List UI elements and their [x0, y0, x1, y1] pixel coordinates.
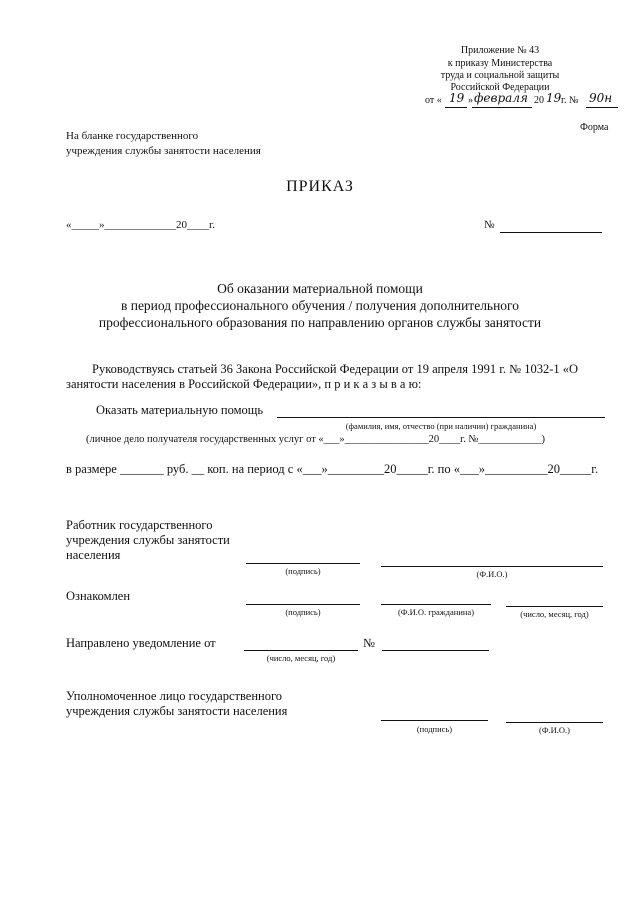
- appendix-year-handwritten: 19: [546, 91, 562, 105]
- order-number-label: №: [484, 219, 495, 231]
- appendix-line-3: труда и социальной защиты: [440, 70, 560, 81]
- appendix-line-2: к приказу Министерства: [447, 58, 553, 69]
- appendix-number-underline: [586, 107, 618, 108]
- blank-line-1: На бланке государственного: [66, 130, 199, 142]
- acquainted-caption-signature: (подпись): [285, 607, 321, 617]
- authorized-signature-field[interactable]: [381, 720, 488, 721]
- form-label: Форма: [580, 122, 609, 133]
- acquainted-signature-field[interactable]: [246, 604, 360, 605]
- authorized-fio-field[interactable]: [506, 722, 603, 723]
- heading-line-3: профессионального образования по направлению органов службы занятости: [98, 315, 542, 330]
- notice-number-label: №: [363, 636, 375, 650]
- authorized-line-2: учреждения службы занятости населения: [66, 704, 288, 718]
- notice-number-field[interactable]: [382, 650, 489, 651]
- worker-caption-signature: (подпись): [285, 566, 321, 576]
- aid-label: Оказать материальную помощь: [96, 403, 264, 417]
- authorized-line-1: Уполномоченное лицо государственного: [66, 689, 283, 703]
- appendix-date-prefix: от «: [425, 95, 442, 106]
- worker-line-3: населения: [66, 548, 121, 562]
- acquainted-label: Ознакомлен: [66, 589, 131, 603]
- worker-signature-field[interactable]: [246, 563, 360, 564]
- worker-line-1: Работник государственного: [66, 518, 213, 532]
- acquainted-caption-fio-citizen: (Ф.И.О. гражданина): [397, 607, 475, 617]
- document-page: Приложение № 43 к приказу Министерства труда и социальной защиты Российской Федерации от « 19 » февраля 20 19 г. № 90н Форма На бланке государственного учреждения службы занятости населения ПРИКАЗ «_____»_____________20____г. № Об оказании материальной помощи в период профессионального обучения / получения дополнительного профессионального образования по направлению органов службы занятости Руководствуясь статьей 36 Закона Российской Федерации от 19 апреля 1991 г. № 1032-1 «О занятости населения в Российской Федерации», п р и к а з ы в а ю: Оказать материальную помощь (фамилия, имя, отчество (при наличии) гражданина) (личное дело получателя государственных услуг от «___»________________20____г. №____________) в размере _______ руб. __ коп. на период с «___»_________20_____г. по «___»__________20_____г. Работник государственного учреждения службы занятости населения (подпись) (Ф.И.О.) Ознакомлен (подпись) (Ф.И.О. гражданина) (число, месяц, год) Направлено уведомление от (число, месяц, год) № Уполномоченное лицо государственного учреждения службы занятости населения (подпись) (Ф.И.О.): [0, 0, 640, 905]
- appendix-month-underline: [472, 107, 532, 108]
- preamble-line-1: Руководствуясь статьей 36 Закона Российской Федерации от 19 апреля 1991 г. № 1032-1 «О: [92, 362, 579, 376]
- acquainted-date-field[interactable]: [506, 606, 603, 607]
- worker-line-2: учреждения службы занятости: [66, 533, 230, 547]
- appendix-line-4: Российской Федерации: [450, 82, 550, 93]
- order-date: «_____»_____________20____г.: [66, 219, 216, 231]
- heading-line-2: в период профессионального обучения / получения дополнительного: [120, 298, 520, 313]
- citizen-name-field[interactable]: [277, 417, 605, 418]
- preamble-line-2: занятости населения в Российской Федерации», п р и к а з ы в а ю:: [66, 377, 422, 391]
- appendix-number-handwritten: 90н: [589, 91, 613, 105]
- appendix-day-underline: [445, 107, 467, 108]
- acquainted-fio-field[interactable]: [381, 604, 491, 605]
- appendix-day-handwritten: 19: [449, 91, 465, 105]
- appendix-year-prefix: 20: [534, 95, 544, 106]
- worker-caption-fio: (Ф.И.О.): [476, 569, 508, 579]
- notice-date-field[interactable]: [244, 650, 358, 651]
- order-number-field[interactable]: [500, 232, 602, 233]
- page-title: ПРИКАЗ: [286, 178, 354, 195]
- caption-fio-citizen: (фамилия, имя, отчество (при наличии) гражданина): [345, 421, 537, 431]
- worker-fio-field[interactable]: [381, 566, 603, 567]
- authorized-caption-signature: (подпись): [416, 724, 453, 734]
- appendix-year-suffix: г. №: [561, 95, 579, 106]
- appendix-line-1: Приложение № 43: [460, 45, 540, 56]
- appendix-month-handwritten: февраля: [474, 91, 528, 105]
- amount-line: в размере _______ руб. __ коп. на период с «___»_________20_____г. по «___»__________20_____г.: [66, 462, 599, 476]
- blank-line-2: учреждения службы занятости населения: [66, 145, 261, 157]
- acquainted-caption-date: (число, месяц, год): [520, 609, 589, 619]
- authorized-caption-fio: (Ф.И.О.): [538, 725, 571, 735]
- heading-line-1: Об оказании материальной помощи: [217, 281, 423, 296]
- notice-label: Направлено уведомление от: [66, 636, 216, 650]
- notice-caption-date: (число, месяц, год): [266, 653, 336, 663]
- personal-file-line: (личное дело получателя государственных услуг от «___»________________20____г. №____________): [86, 434, 546, 445]
